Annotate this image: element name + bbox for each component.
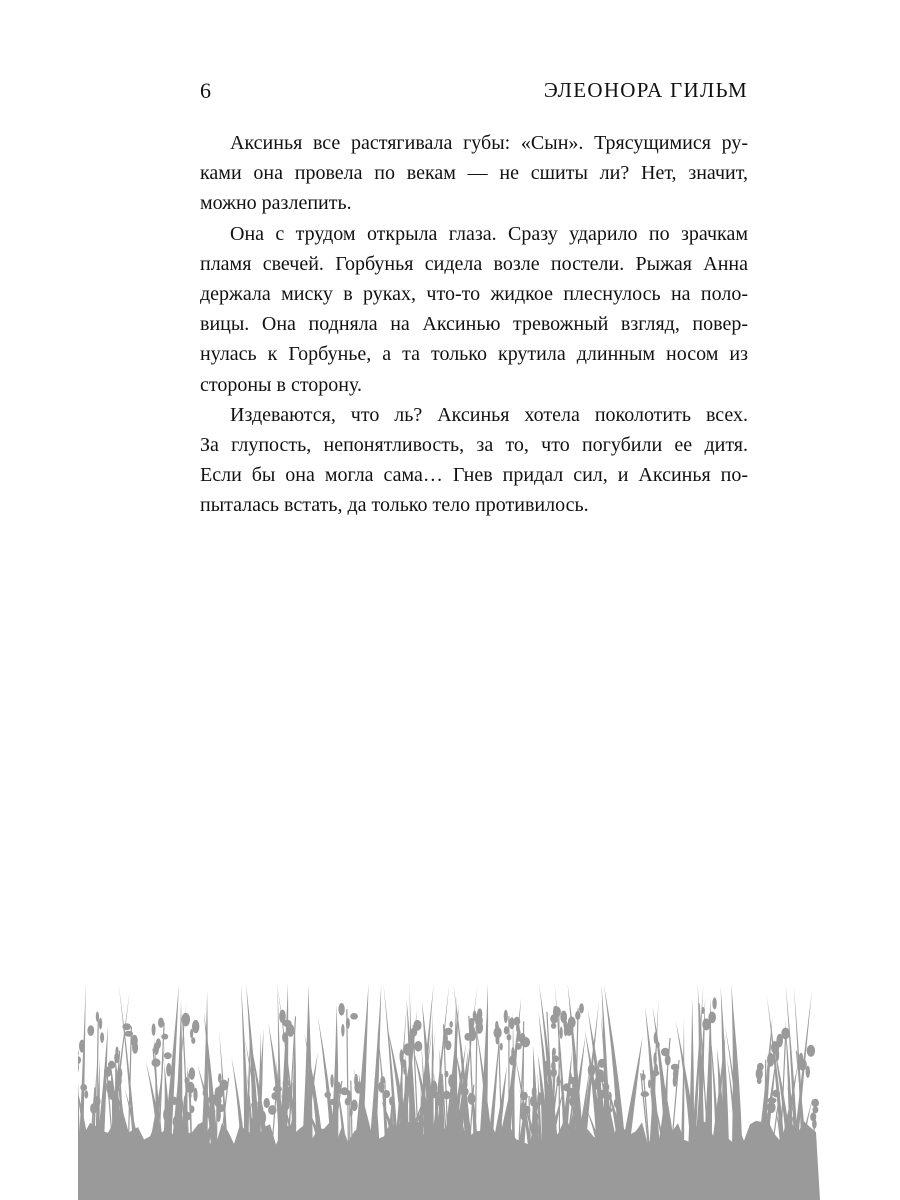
seed-head [551,1023,556,1029]
seed-head [757,1078,762,1085]
seed-head [354,1082,362,1094]
seed-head [166,1063,171,1076]
seed-head [654,1032,657,1044]
seed-head [651,1084,654,1090]
seed-head [653,1052,656,1066]
seed-head [567,1088,576,1097]
seed-head [210,1095,218,1104]
seed-head [661,1048,670,1057]
running-head-author: ЭЛЕОНОРА ГИЛЬМ [543,78,748,102]
seed-head [575,1011,580,1020]
seed-head [125,1031,134,1037]
seed-head [273,1086,282,1093]
grass-blade [277,984,281,1155]
seed-head [603,1112,609,1123]
seed-head [346,1018,350,1029]
seed-head [776,1048,780,1061]
seed-head [509,1055,514,1065]
seed-head [648,1080,651,1089]
seed-head [254,1101,258,1107]
seed-head [268,1105,276,1115]
seed-head [172,1097,177,1106]
seed-head [560,1027,563,1039]
seed-head [182,1013,191,1027]
seed-head [448,1074,455,1087]
seed-head [609,1092,612,1101]
seed-head [651,1076,655,1083]
grass-blades [78,984,820,1200]
seed-head [271,1092,278,1100]
seed-head [78,1056,81,1064]
seed-head [158,1018,164,1028]
seed-head [450,1021,453,1028]
seed-head [152,1023,156,1035]
seed-head [84,1090,88,1098]
seed-head [87,1025,94,1036]
text-line: держала миску в руках, что-то жидкое плеснулось на поло- [200,282,748,305]
seed-head [812,1119,817,1129]
text-line: стороны в сторону. [200,373,362,396]
seed-head [767,1102,776,1113]
seed-head [427,1105,432,1112]
seed-head [79,1040,85,1053]
text-line: За глупость, непонятливость, за то, что погубили ее дитя. [200,433,748,456]
seed-head [546,1084,549,1092]
text-line: пламя свечей. Горбунья сидела возле постели. Рыжая Анна [200,252,748,275]
seed-head [598,1059,606,1068]
seed-head [193,1088,197,1102]
seed-head [462,1100,466,1112]
seed-head [350,1013,358,1020]
seed-head [595,1077,601,1084]
seed-head [579,1003,584,1013]
seed-head [673,1075,677,1087]
seed-head [338,1003,344,1016]
seed-head [192,1020,199,1033]
plant-stem [559,1010,560,1150]
seed-head [132,1042,138,1054]
seed-head [389,1097,393,1106]
seed-head [569,1072,572,1085]
seed-head [345,1098,351,1106]
seed-head [799,1059,807,1071]
seed-head [553,1006,557,1014]
text-line: пыталась встать, да только тело противилось. [200,494,589,517]
seed-head [812,1106,818,1113]
seed-head [205,1111,210,1117]
page-number: 6 [200,78,212,103]
seed-head [153,1043,159,1055]
seed-head [588,1064,595,1077]
seed-head [173,1116,178,1127]
text-line: Если бы она могла сама… Гнев придал сил, и Аксинья по- [200,464,748,487]
seed-head [378,1081,384,1092]
seed-head [651,1070,659,1076]
seed-head [600,1090,605,1099]
seed-head [507,1034,512,1041]
seed-head [641,1091,649,1097]
seed-head [203,1089,208,1096]
seed-head [114,1052,119,1063]
seed-head [80,1084,87,1091]
seed-head [438,1084,443,1092]
seed-head [418,1115,422,1122]
seed-head [496,1035,499,1045]
seed-head [461,1087,469,1096]
plant-stem [347,1009,349,1150]
seed-head [532,1086,537,1098]
seed-head [337,1082,341,1094]
seed-head [282,1032,287,1042]
text-line: нулась к Горбунье, а та только крутила длинным носом из [200,343,748,366]
seed-head [260,1111,266,1125]
seed-head [283,1080,290,1087]
seed-head [767,1053,774,1067]
seed-head [216,1108,220,1122]
text-line: можно разлепить. [200,192,352,215]
seed-head [250,1118,256,1131]
seed-head [99,1018,102,1030]
seed-head [614,1099,618,1108]
seed-head [104,1067,112,1077]
seed-head [163,1108,170,1122]
seed-head [565,1023,574,1036]
seed-head [403,1043,412,1055]
seed-head [116,1074,122,1087]
text-line: Она с трудом открыла глаза. Сразу ударило по зрачкам [230,222,748,245]
seed-head [701,1007,704,1014]
seed-head [544,1067,547,1080]
text-line: Издеваются, что ль? Аксинья хотела поколотить всех. [230,403,748,426]
seed-head [190,1029,193,1039]
seed-head [597,1069,604,1077]
seed-head [702,1018,710,1030]
seed-head [216,1086,223,1098]
body-text [200,128,748,520]
seed-head [445,1041,451,1051]
text-line: вицы. Она подняла на Аксинью тревожный взгляд, повер- [200,313,748,336]
seed-head [164,1052,172,1059]
text-line: ками она провела по векам — не сшиты ли? Нет, значит, [200,162,748,185]
seed-head [204,1103,208,1110]
seed-head [383,1090,390,1098]
seed-head [712,997,716,1009]
seed-head [287,1024,295,1037]
seed-head [152,1058,161,1067]
seed-head [509,1017,515,1029]
seed-head [410,1033,415,1046]
seed-head [807,1045,815,1057]
seed-head [514,1017,521,1026]
seed-head [96,1012,99,1022]
seed-head [811,1099,819,1107]
seed-head [100,1032,104,1043]
seed-head [550,1014,558,1023]
seed-head [523,1116,526,1128]
seed-head [264,1098,270,1108]
seed-head [476,1022,484,1034]
seed-head [324,1092,331,1098]
seed-head [341,1024,344,1037]
seed-head [656,1042,660,1048]
seed-head [191,1037,195,1044]
seed-head [122,1023,131,1030]
grass-silhouette-illustration [78,980,820,1200]
text-line: Аксинья все растягивала губы: «Сын». Трясущимися ру- [230,132,748,154]
seed-head [330,1099,337,1105]
seed-head [530,1096,534,1106]
seed-head [468,1093,476,1105]
seed-head [469,1028,476,1041]
seed-head [189,1067,195,1079]
seed-head [772,1090,780,1098]
seed-head [504,1026,509,1034]
seed-head [552,1055,558,1062]
seed-head [330,1074,333,1087]
seed-head [186,1082,194,1094]
seed-head [430,1091,438,1098]
seed-head [415,1122,423,1129]
seed-head [543,1107,547,1120]
seed-head [806,1066,810,1078]
seed-head [161,1034,168,1040]
seed-head [108,1089,117,1100]
seed-head [552,1048,556,1056]
seed-head [504,1010,508,1023]
seed-head [403,1066,407,1075]
seed-head [414,1041,422,1052]
seed-head [500,1043,503,1051]
seed-head [515,1043,522,1050]
seed-head [78,1050,79,1056]
seed-head [90,1103,97,1114]
seed-head [281,1098,290,1111]
seed-head [551,1068,557,1077]
running-head [200,78,748,110]
